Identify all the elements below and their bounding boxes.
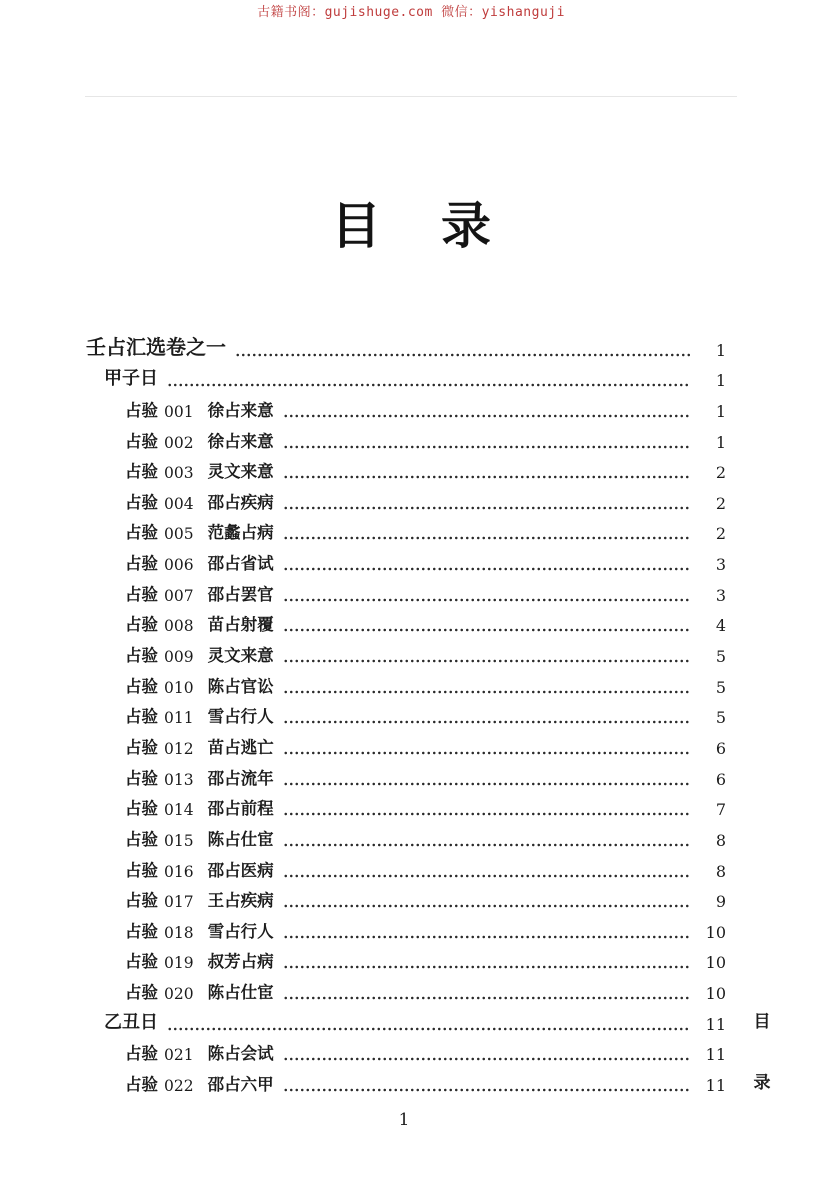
dot-leader <box>283 874 690 878</box>
toc-entry-number: 013 <box>164 770 194 789</box>
toc-entry-number: 021 <box>164 1046 194 1065</box>
toc-entry-prefix: 占验 <box>125 983 158 1003</box>
toc-entry-number: 011 <box>164 709 194 728</box>
toc-entry-title: 邵占流年 <box>207 768 274 788</box>
toc-entry-title: 邵占罢官 <box>207 584 274 604</box>
toc-row <box>86 639 726 670</box>
margin-label-char-1: 目 <box>753 1012 771 1032</box>
toc-entry-title: 陈占仕宦 <box>207 829 274 849</box>
toc-entry-title: 王占疾病 <box>207 891 274 911</box>
toc-page-number: 10 <box>705 922 726 942</box>
dot-leader <box>283 782 690 786</box>
toc-entry-prefix: 占验 <box>125 492 158 512</box>
toc-row <box>86 425 726 456</box>
top-divider-line <box>85 96 737 97</box>
toc-entry-prefix: 占验 <box>125 799 158 819</box>
dot-leader <box>235 353 690 357</box>
toc-entry-title: 邵占医病 <box>207 860 274 880</box>
toc-row <box>86 333 726 364</box>
toc-entry-number: 002 <box>164 433 194 452</box>
toc-page-number: 2 <box>715 524 726 544</box>
toc-entry-title: 乙丑日 <box>104 1011 158 1033</box>
toc-entry-prefix: 占验 <box>125 707 158 727</box>
dot-leader <box>283 628 690 632</box>
toc-page-number: 5 <box>715 708 726 728</box>
toc-entry-number: 010 <box>164 678 194 697</box>
toc-page-number: 6 <box>715 738 726 758</box>
toc-entry-title: 徐占来意 <box>207 431 274 451</box>
toc-entry-title: 邵占六甲 <box>207 1075 274 1095</box>
toc-entry-number: 012 <box>164 739 194 758</box>
toc-row <box>86 486 726 517</box>
toc-entry-prefix: 占验 <box>125 737 158 757</box>
toc-row <box>86 1068 726 1099</box>
toc-page-number: 6 <box>715 769 726 789</box>
toc-entry-prefix: 占验 <box>125 768 158 788</box>
dot-leader <box>167 383 690 387</box>
toc-entry-number: 001 <box>164 402 194 421</box>
toc-page-number: 10 <box>705 984 726 1004</box>
toc-entry-prefix: 占验 <box>125 676 158 696</box>
toc-row <box>86 823 726 854</box>
toc-page-number: 11 <box>705 1014 726 1034</box>
toc-entry-number: 017 <box>164 893 194 912</box>
toc-entry-title: 陈占官讼 <box>207 676 274 696</box>
folio-page-number: 1 <box>398 1110 410 1130</box>
toc-page-number: 8 <box>715 861 726 881</box>
toc-row <box>86 394 726 425</box>
toc-entry-prefix: 占验 <box>125 584 158 604</box>
toc-page-number: 1 <box>715 371 726 391</box>
toc-row <box>86 946 726 977</box>
toc-row <box>86 976 726 1007</box>
dot-leader <box>283 475 690 479</box>
toc-entry-title: 邵占前程 <box>207 799 274 819</box>
toc-row <box>86 885 726 916</box>
dot-leader <box>283 567 690 571</box>
toc-page-number: 2 <box>715 493 726 513</box>
toc-row <box>86 762 726 793</box>
toc-entry-title: 陈占会试 <box>207 1044 274 1064</box>
dot-leader <box>283 414 690 418</box>
toc-page-number: 7 <box>715 800 726 820</box>
toc-page-number: 5 <box>715 677 726 697</box>
toc-page-number: 11 <box>705 1076 726 1096</box>
toc-entry-title: 叔芳占病 <box>207 952 274 972</box>
toc-entry-number: 006 <box>164 556 194 575</box>
toc-row <box>86 854 726 885</box>
dot-leader <box>283 812 690 816</box>
toc-entry-title: 苗占射覆 <box>207 615 274 635</box>
dot-leader <box>283 996 690 1000</box>
toc-entry-number: 008 <box>164 617 194 636</box>
toc-entry-title: 雪占行人 <box>207 707 274 727</box>
toc-entry-number: 014 <box>164 801 194 820</box>
toc-entry-title: 甲子日 <box>104 368 158 390</box>
toc-row <box>86 517 726 548</box>
dot-leader <box>283 904 690 908</box>
dot-leader <box>283 690 690 694</box>
toc-entry-title: 雪占行人 <box>207 921 274 941</box>
toc-page-number: 3 <box>715 555 726 575</box>
toc-entry-prefix: 占验 <box>125 891 158 911</box>
dot-leader <box>283 1088 690 1092</box>
toc-entry-number: 004 <box>164 494 194 513</box>
dot-leader <box>283 659 690 663</box>
toc-page-number: 4 <box>715 616 726 636</box>
toc-entry-number: 016 <box>164 862 194 881</box>
toc-page-number: 10 <box>705 953 726 973</box>
toc <box>86 333 726 1099</box>
toc-entry-number: 022 <box>164 1077 194 1096</box>
toc-entry-prefix: 占验 <box>125 860 158 880</box>
toc-entry-title: 灵文来意 <box>207 462 274 482</box>
toc-page-number: 2 <box>715 463 726 483</box>
toc-row <box>86 547 726 578</box>
toc-page-number: 9 <box>715 892 726 912</box>
toc-entry-title: 灵文来意 <box>207 646 274 666</box>
toc-entry-prefix: 占验 <box>125 952 158 972</box>
dot-leader <box>283 720 690 724</box>
toc-entry-number: 009 <box>164 648 194 667</box>
toc-entry-title: 邵占省试 <box>207 554 274 574</box>
toc-page-number: 3 <box>715 585 726 605</box>
toc-entry-prefix: 占验 <box>125 1044 158 1064</box>
page-title-char-2: 录 <box>441 196 491 255</box>
toc-entry-number: 015 <box>164 831 194 850</box>
toc-row <box>86 670 726 701</box>
toc-entry-number: 003 <box>164 464 194 483</box>
dot-leader <box>283 843 690 847</box>
toc-entry-title: 苗占逃亡 <box>207 737 274 757</box>
toc-entry-title: 陈占仕宦 <box>207 983 274 1003</box>
toc-entry-prefix: 占验 <box>125 615 158 635</box>
toc-entry-title: 壬占汇选卷之一 <box>86 334 226 359</box>
toc-row <box>86 701 726 732</box>
toc-row <box>86 578 726 609</box>
dot-leader <box>283 1057 690 1061</box>
dot-leader <box>283 935 690 939</box>
toc-page-number: 1 <box>715 432 726 452</box>
dot-leader <box>283 598 690 602</box>
margin-label-char-2: 录 <box>753 1073 771 1093</box>
toc-row <box>86 1007 726 1038</box>
dot-leader <box>283 506 690 510</box>
toc-row <box>86 609 726 640</box>
toc-entry-number: 020 <box>164 985 194 1004</box>
toc-entry-prefix: 占验 <box>125 646 158 666</box>
toc-entry-number: 018 <box>164 923 194 942</box>
toc-entry-prefix: 占验 <box>125 462 158 482</box>
toc-page-number: 1 <box>715 401 726 421</box>
toc-entry-prefix: 占验 <box>125 400 158 420</box>
toc-page-number: 11 <box>705 1045 726 1065</box>
toc-row <box>86 731 726 762</box>
margin-label <box>751 1007 773 1093</box>
toc-row <box>86 915 726 946</box>
toc-page-number: 5 <box>715 647 726 667</box>
toc-entry-title: 范蠡占病 <box>207 523 274 543</box>
toc-entry-number: 019 <box>164 954 194 973</box>
toc-row <box>86 456 726 487</box>
toc-entry-prefix: 占验 <box>125 1075 158 1095</box>
toc-entry-prefix: 占验 <box>125 921 158 941</box>
page-title <box>0 186 822 258</box>
watermark-text: 古籍书阁：gujishuge.com 微信：yishanguji <box>257 5 565 20</box>
toc-entry-number: 007 <box>164 586 194 605</box>
toc-entry-title: 邵占疾病 <box>207 492 274 512</box>
toc-entry-prefix: 占验 <box>125 554 158 574</box>
toc-entry-title: 徐占来意 <box>207 400 274 420</box>
dot-leader <box>167 1027 690 1031</box>
page-title-char-1: 目 <box>331 196 381 255</box>
toc-row <box>86 364 726 395</box>
toc-page-number: 8 <box>715 830 726 850</box>
dot-leader <box>283 536 690 540</box>
toc-row <box>86 1038 726 1069</box>
toc-entry-prefix: 占验 <box>125 431 158 451</box>
dot-leader <box>283 965 690 969</box>
dot-leader <box>283 751 690 755</box>
toc-row <box>86 793 726 824</box>
toc-page-number: 1 <box>715 340 726 360</box>
toc-entry-number: 005 <box>164 525 194 544</box>
dot-leader <box>283 445 690 449</box>
toc-entry-prefix: 占验 <box>125 829 158 849</box>
toc-entry-prefix: 占验 <box>125 523 158 543</box>
